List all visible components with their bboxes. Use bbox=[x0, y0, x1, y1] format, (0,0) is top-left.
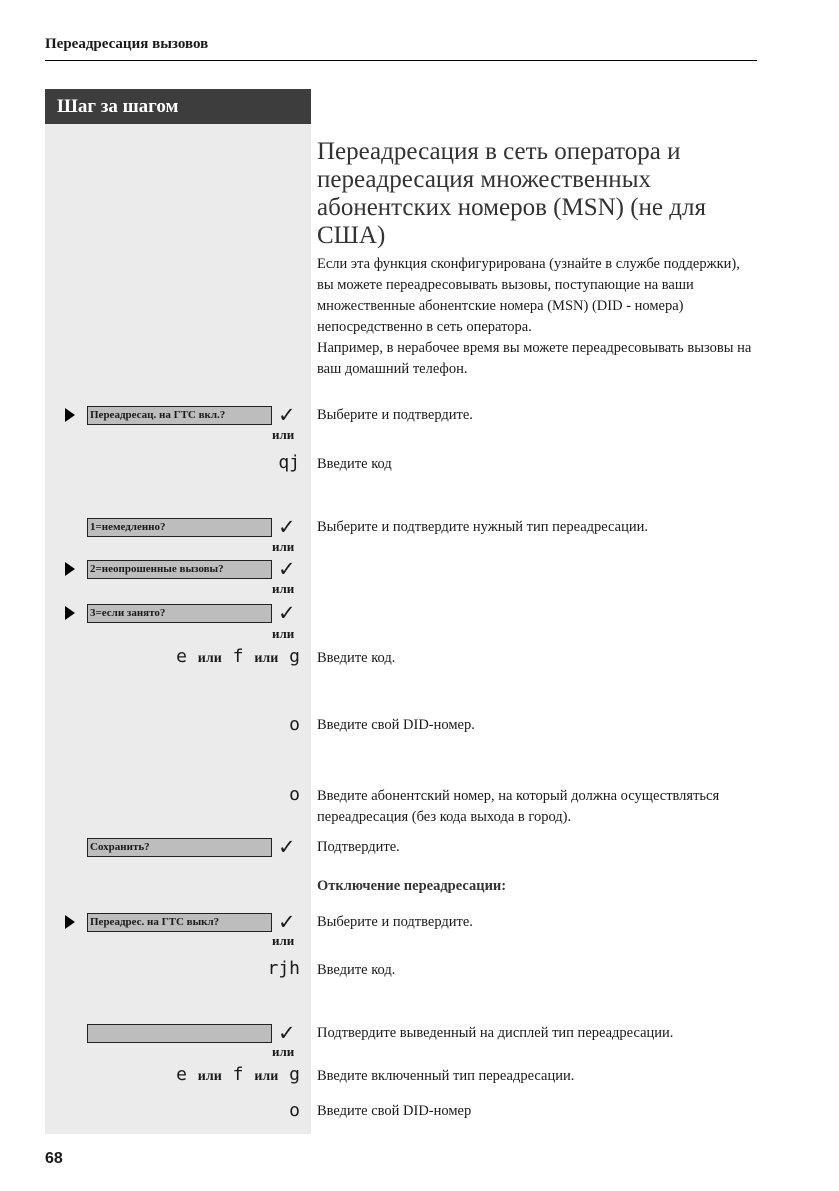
or-label: или bbox=[197, 1069, 222, 1084]
step-enter-code: Введите код bbox=[317, 456, 392, 472]
confirm-check-icon[interactable]: ✓ bbox=[278, 835, 296, 859]
or-label: или bbox=[272, 427, 295, 442]
code-keys-efg bbox=[160, 1064, 300, 1085]
or-label: или bbox=[272, 626, 295, 641]
header-rule bbox=[45, 60, 757, 61]
confirm-check-icon[interactable]: ✓ bbox=[278, 601, 296, 625]
step-enter-target-number: Введите абонентский номер, на который должна осуществляться переадресация (без кода выхода в город). bbox=[317, 788, 720, 825]
step-by-step-heading: Шаг за шагом bbox=[45, 89, 311, 124]
or-label: или bbox=[254, 651, 279, 666]
header-title: Переадресация вызовов bbox=[45, 36, 209, 52]
confirm-check-icon[interactable]: ✓ bbox=[278, 1021, 296, 1045]
code-key: rjh bbox=[267, 958, 300, 979]
or-label: или bbox=[272, 539, 295, 554]
code-key-g: g bbox=[289, 646, 300, 667]
intro-text bbox=[317, 254, 755, 380]
selection-arrow-icon bbox=[65, 408, 75, 422]
or-label: или bbox=[254, 1069, 279, 1084]
code-key-f: f bbox=[232, 646, 244, 667]
code-key-e: e bbox=[176, 646, 187, 667]
code-keys-efg bbox=[160, 646, 300, 667]
or-label: или bbox=[272, 933, 295, 948]
step-confirm-type: Подтвердите выведенный на дисплей тип переадресации. bbox=[317, 1025, 674, 1041]
or-label: или bbox=[272, 581, 295, 596]
code-key-g: g bbox=[289, 1064, 300, 1085]
display-empty[interactable] bbox=[87, 1024, 272, 1043]
code-key: o bbox=[289, 714, 300, 735]
step-confirm: Подтвердите. bbox=[317, 839, 400, 855]
display-immediately[interactable]: 1=немедленно? bbox=[87, 518, 272, 537]
code-key-f: f bbox=[232, 1064, 244, 1085]
display-forward-pstn-off[interactable]: Переадрес. на ГТС выкл? bbox=[87, 913, 272, 932]
confirm-check-icon[interactable]: ✓ bbox=[278, 515, 296, 539]
or-label: или bbox=[197, 651, 222, 666]
step-enter-did: Введите свой DID-номер bbox=[317, 1103, 472, 1119]
step-enter-type: Введите включенный тип переадресации. bbox=[317, 1068, 575, 1084]
step-select-confirm: Выберите и подтвердите. bbox=[317, 914, 473, 930]
page-number: 68 bbox=[45, 1150, 63, 1167]
code-key: o bbox=[289, 784, 300, 805]
step-select-type: Выберите и подтвердите нужный тип переадресации. bbox=[317, 519, 649, 535]
code-key: o bbox=[289, 1100, 300, 1121]
intro-paragraph: Если эта функция сконфигурирована (узнайте в службе поддержки), вы можете переадресовывать вызовы, поступающие на ваши множественные абонентские номера (MSN) (DID - номера) непосредственно в сеть оператора. bbox=[317, 256, 740, 335]
code-key-e: e bbox=[176, 1064, 187, 1085]
display-if-busy[interactable]: 3=если занято? bbox=[87, 604, 272, 623]
confirm-check-icon[interactable]: ✓ bbox=[278, 910, 296, 934]
disable-forwarding-heading: Отключение переадресации: bbox=[317, 878, 507, 894]
confirm-check-icon[interactable]: ✓ bbox=[278, 403, 296, 427]
step-enter-code: Введите код. bbox=[317, 650, 396, 666]
display-no-answer[interactable]: 2=неопрошенные вызовы? bbox=[87, 560, 272, 579]
or-label: или bbox=[272, 1044, 295, 1059]
step-enter-code: Введите код. bbox=[317, 962, 396, 978]
code-key: qj bbox=[278, 452, 300, 473]
display-save[interactable]: Сохранить? bbox=[87, 838, 272, 857]
step-select-confirm: Выберите и подтвердите. bbox=[317, 407, 473, 423]
selection-arrow-icon bbox=[65, 915, 75, 929]
selection-arrow-icon bbox=[65, 606, 75, 620]
step-enter-did: Введите свой DID-номер. bbox=[317, 717, 475, 733]
confirm-check-icon[interactable]: ✓ bbox=[278, 557, 296, 581]
selection-arrow-icon bbox=[65, 562, 75, 576]
example-paragraph: Например, в нерабочее время вы можете переадресовывать вызовы на ваш домашний телефон. bbox=[317, 340, 752, 377]
display-forward-pstn-on[interactable]: Переадресац. на ГТС вкл.? bbox=[87, 406, 272, 425]
section-title: Переадресация в сеть оператора и переадресация множественных абонентских номеров (MSN) (не для США) bbox=[317, 138, 706, 249]
